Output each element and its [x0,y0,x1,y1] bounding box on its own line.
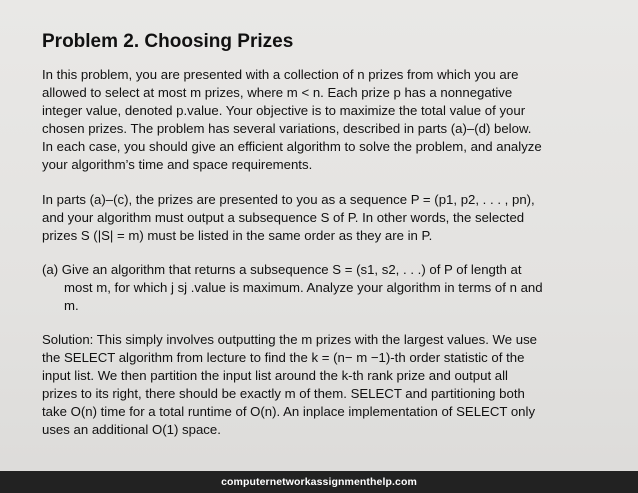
slide-title: Problem 2. Choosing Prizes [42,31,294,52]
sequence-paragraph: In parts (a)–(c), the prizes are presented to you as a sequence P = (p1, p2, . . . , pn), and your algorithm must output a subsequence S of P. In other words, the selected prizes S (|S| = m) must be listed in the same order as they are in P. [42,192,535,243]
part-a-paragraph: (a) Give an algorithm that returns a subsequence S = (s1, s2, . . .) of P of length at most m, for which j sj .value is maximum. Analyze your algorithm in terms of n and m. [42,262,543,313]
footer-url: computernetworkassignmenthelp.com [221,476,417,488]
intro-paragraph: In this problem, you are presented with a collection of n prizes from which you are allowed to select at most m prizes, where m < n. Each prize p has a nonnegative integer value, denoted p.value. Your objective is to maximize the total value of your chosen prizes. The problem has several variations, described in parts (a)–(d) below. In each case, you should give an efficient algorithm to solve the problem, and analyze your algorithm’s time and space requirements. [42,67,542,172]
footer-bar [0,471,638,493]
solution-paragraph: Solution: This simply involves outputting the m prizes with the largest values. We use the SELECT algorithm from lecture to find the k = (n− m −1)-th order statistic of the input list. We then partition the input list around the k-th rank prize and output all prizes to its right, there should be exactly m of them. SELECT and partitioning both take O(n) time for a total runtime of O(n). An inplace implementation of SELECT only uses an additional O(1) space. [42,332,538,437]
slide-body [42,66,602,455]
